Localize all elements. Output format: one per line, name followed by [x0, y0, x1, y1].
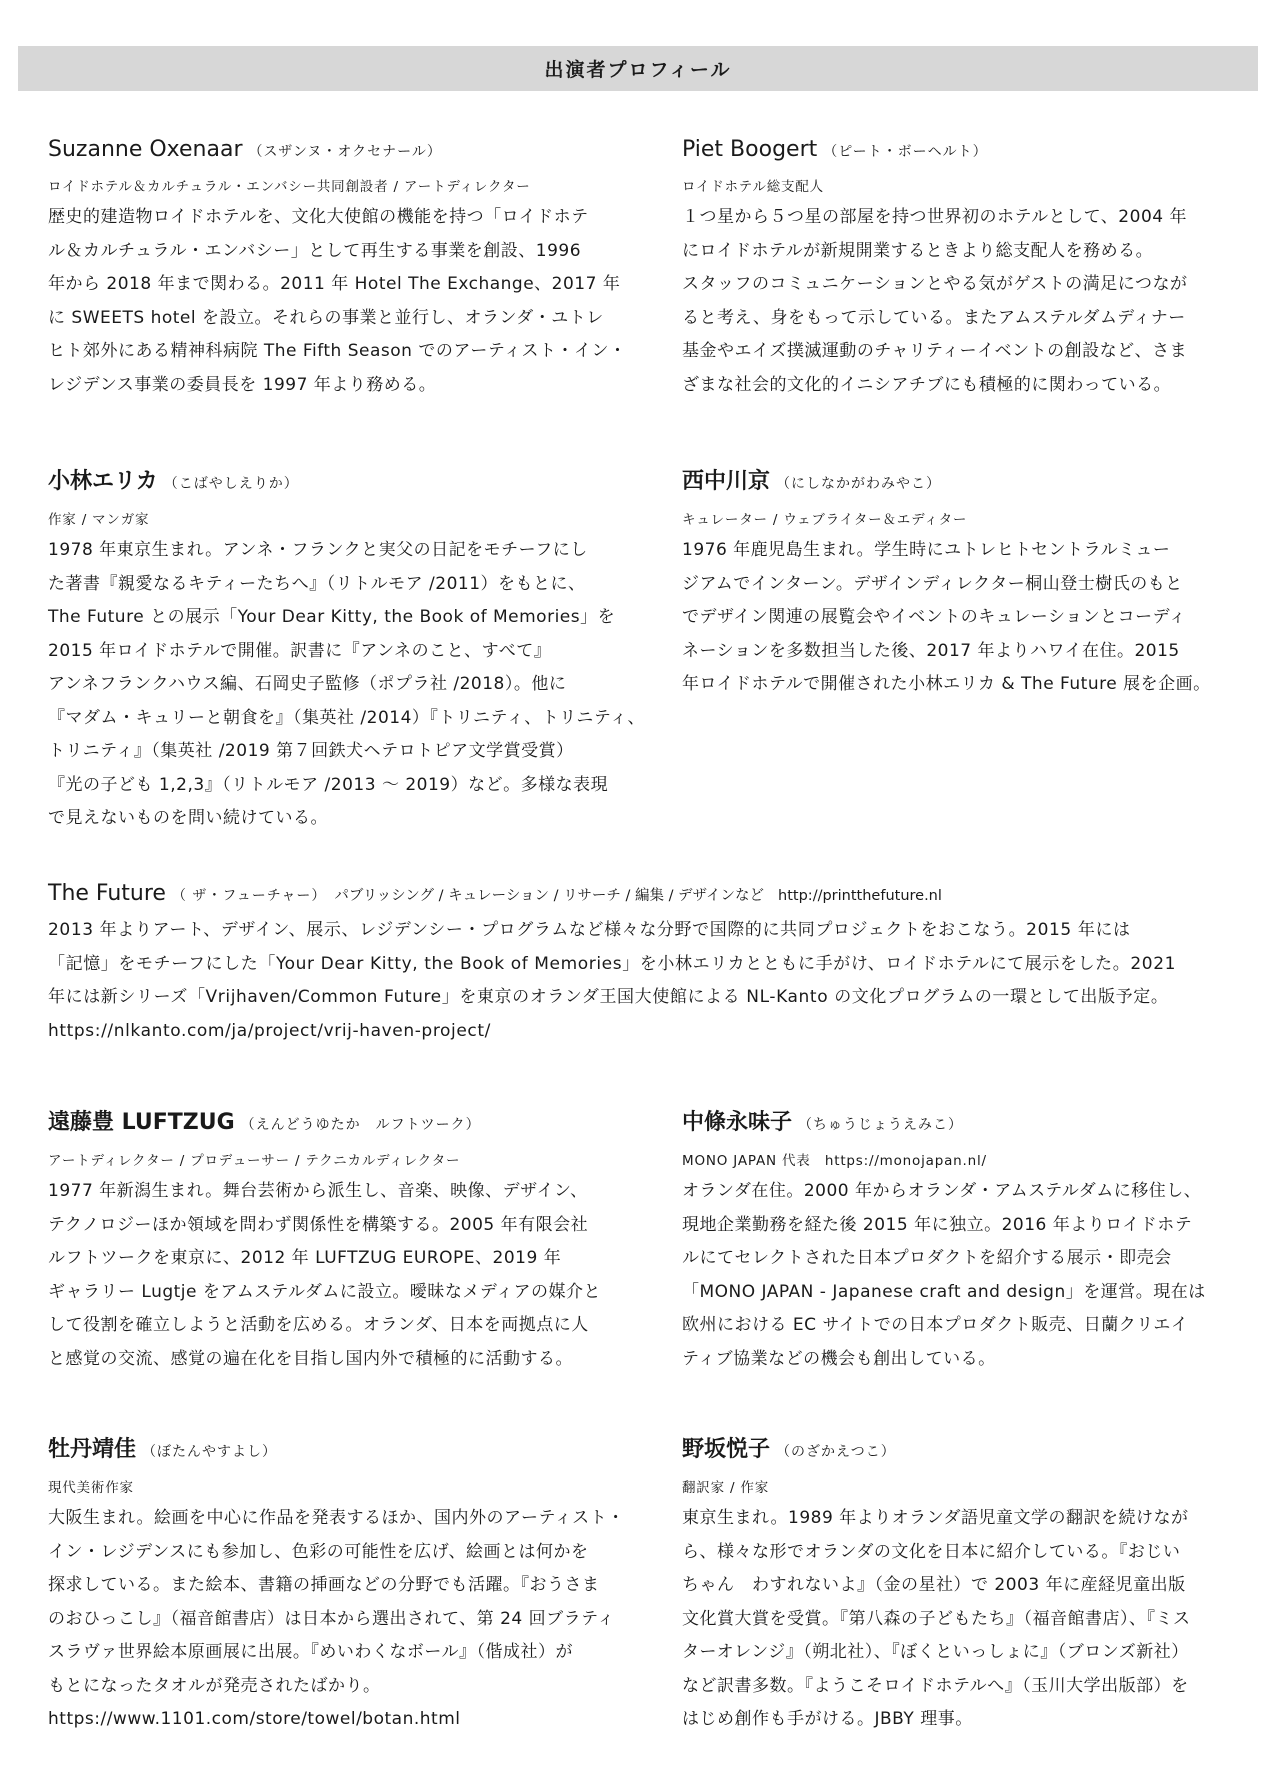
bio-line: に SWEETS hotel を設立。それらの事業と並行し、オランダ・ユトレ — [48, 307, 604, 328]
bio-line: 「記憶」をモチーフにした「Your Dear Kitty, the Book of Memories」を小林エリカとともに手がけ、ロイドホテルにて展示をした。2021 — [48, 953, 1177, 974]
bio-line: 『マダム・キュリーと朝食を』（集英社 /2014）『トリニティ、トリニティ、 — [48, 707, 645, 728]
bio-line: もとになったタオルが発売されたばかり。 — [48, 1675, 381, 1696]
bio-line: ル＆カルチュラル・エンバシー」として再生する事業を創設、1996 — [48, 240, 582, 261]
bio-line: でデザイン関連の展覧会やイベントのキュレーションとコーディ — [682, 607, 1187, 627]
profile-nozaka-etsuko — [682, 1432, 1191, 1737]
bio-line: など訳書多数。『ようこそロイドホテルへ』（玉川大学出版部）を — [682, 1675, 1189, 1696]
profile-reading: （ ザ・フューチャー） — [171, 888, 327, 904]
bio-line: アンネフランクハウス編、石岡史子監修（ポプラ社 /2018）。他に — [48, 674, 567, 694]
bio-line: 年から 2018 年まで関わる。2011 年 Hotel The Exchange、2017 年 — [48, 274, 621, 294]
profile-name: 牡丹靖佳 — [48, 1437, 137, 1462]
bio-line: ティブ協業などの機会も創出している。 — [682, 1348, 996, 1369]
bio-line: テクノロジーほか領域を問わず関係性を構築する。2005 年有限会社 — [48, 1214, 589, 1235]
bio-line: 文化賞大賞を受賞。『第八森の子どもたち』（福音館書店）、『ミス — [682, 1608, 1191, 1629]
profile-bio — [48, 1175, 601, 1376]
bio-line: た著書『親愛なるキティーたちへ』（リトルモア /2011）をもとに、 — [48, 573, 586, 594]
profile-suzanne-oxenaar — [48, 137, 626, 402]
profile-role: アートディレクター / プロデューサー / テクニカルディレクター — [48, 1153, 461, 1169]
bio-line: 2015 年ロイドホテルで開催。訳書に『アンネのこと、すべて』 — [48, 640, 552, 661]
bio-line: 1978 年東京生まれ。アンネ・フランクと実父の日記をモチーフにし — [48, 540, 588, 560]
profile-heading — [48, 1432, 625, 1463]
bio-line: トリニティ』（集英社 /2019 第７回鉄犬ヘテロトピア文学賞受賞） — [48, 741, 574, 761]
profile-name: Suzanne Oxenaar — [48, 137, 243, 162]
bio-line: で見えないものを問い続けている。 — [48, 808, 328, 828]
profile-bio — [682, 534, 1211, 702]
profile-piet-boogert — [682, 137, 1187, 402]
profile-name: Piet Boogert — [682, 137, 818, 162]
profile-role: 現代美術作家 — [48, 1480, 134, 1496]
profile-heading — [48, 464, 645, 495]
profile-name: 西中川京 — [682, 469, 771, 494]
profile-role: 作家 / マンガ家 — [48, 512, 150, 528]
profile-reading: （にしなかがわみやこ） — [776, 476, 942, 492]
bio-line: ちゃん わすれないよ』（金の星社）で 2003 年に産経児童出版 — [682, 1575, 1186, 1595]
profile-heading — [682, 1105, 1206, 1136]
bio-url-link[interactable]: https://nlkanto.com/ja/project/vrij-haven-project/ — [48, 1020, 491, 1041]
profile-role: キュレーター / ウェブライター＆エディター — [682, 512, 968, 528]
bio-url-link[interactable]: https://www.1101.com/store/towel/botan.html — [48, 1709, 461, 1729]
profile-heading — [48, 137, 626, 162]
bio-line: にロイドホテルが新規開業するときより総支配人を務める。 — [682, 240, 1154, 261]
profile-bio — [682, 1175, 1206, 1376]
bio-line: のおひっこし』（福音館書店）は日本から選出されて、第 24 回ブラティ — [48, 1608, 615, 1629]
bio-line: ざまな社会的文化的イニシアチブにも積極的に関わっている。 — [682, 374, 1172, 395]
bio-line: １つ星から５つ星の部屋を持つ世界初のホテルとして、2004 年 — [682, 207, 1187, 227]
profile-name: 中條永味子 — [682, 1110, 793, 1135]
bio-line: ヒト郊外にある精神科病院 The Fifth Season でのアーティスト・イン・ — [48, 341, 627, 361]
profile-name: 野坂悦子 — [682, 1437, 771, 1462]
bio-line: The Future との展示「Your Dear Kitty, the Book of Memories」を — [48, 607, 616, 627]
profile-bio — [48, 1502, 625, 1737]
section-header — [18, 46, 1258, 91]
profile-chujo-emiko — [682, 1105, 1206, 1376]
profile-reading: （えんどうゆたか ルフトツーク） — [240, 1117, 481, 1133]
bio-line: 大阪生まれ。絵画を中心に作品を発表するほか、国内外のアーティスト・ — [48, 1508, 625, 1528]
profile-role: MONO JAPAN 代表 https://monojapan.nl/ — [682, 1153, 987, 1169]
profile-name: The Future — [48, 881, 166, 906]
profile-role: パブリッシング / キュレーション / リサーチ / 編集 / デザインなど — [334, 888, 765, 904]
profile-botan-yasuyoshi — [48, 1432, 625, 1737]
bio-line: スラヴァ世界絵本原画展に出展。『めいわくなボール』（偕成社）が — [48, 1642, 573, 1662]
profile-heading — [48, 881, 1176, 906]
bio-line: ルフトツークを東京に、2012 年 LUFTZUG EUROPE、2019 年 — [48, 1248, 562, 1268]
profile-kobayashi-erika — [48, 464, 645, 836]
profile-role: ロイドホテル総支配人 — [682, 179, 824, 195]
profile-role: 翻訳家 / 作家 — [682, 1480, 770, 1496]
profile-bio — [48, 534, 645, 836]
bio-line: ルにてセレクトされた日本プロダクトを紹介する展示・即売会 — [682, 1248, 1172, 1268]
section-title: 出演者プロフィール — [544, 59, 732, 81]
bio-line: 1977 年新潟生まれ。舞台芸術から派生し、音楽、映像、デザイン、 — [48, 1181, 588, 1201]
bio-line: 1976 年鹿児島生まれ。学生時にユトレヒトセントラルミュー — [682, 540, 1171, 560]
bio-line: 「MONO JAPAN - Japanese craft and design」を運営。現在は — [682, 1281, 1206, 1302]
profile-role: ロイドホテル＆カルチュラル・エンバシー共同創設者 / アートディレクター — [48, 179, 531, 195]
bio-line: 年には新シリーズ「Vrijhaven/Common Future」を東京のオランダ王国大使館による NL-Kanto の文化プログラムの一環として出版予定。 — [48, 987, 1169, 1007]
bio-line: 探求している。また絵本、書籍の挿画などの分野でも活躍。『おうさま — [48, 1575, 600, 1595]
bio-line: 基金やエイズ撲滅運動のチャリティーイベントの創設など、さま — [682, 341, 1188, 361]
profile-heading — [48, 1105, 601, 1136]
profile-name: 遠藤豊 LUFTZUG — [48, 1110, 235, 1135]
profile-reading: （スザンヌ・オクセナール） — [248, 144, 442, 160]
bio-line: ターオレンジ』（朔北社）、『ぼくといっしょに』（ブロンズ新社） — [682, 1642, 1189, 1662]
profile-reading: （ちゅうじょうえみこ） — [798, 1117, 964, 1133]
bio-line: はじめ創作も手がける。JBBY 理事。 — [682, 1709, 973, 1729]
profile-bio — [682, 1502, 1191, 1737]
bio-line: 東京生まれ。1989 年よりオランダ語児童文学の翻訳を続けなが — [682, 1508, 1189, 1528]
profile-nishinakagawa-miyako — [682, 464, 1211, 702]
profile-reading: （こばやしえりか） — [163, 476, 299, 492]
bio-line: ら、様々な形でオランダの文化を日本に紹介している。『おじい — [682, 1541, 1181, 1562]
profile-reading: （ぼたんやすよし） — [142, 1444, 278, 1460]
profile-meta — [334, 888, 956, 904]
profile-bio — [682, 201, 1187, 402]
profile-endo-yutaka — [48, 1105, 601, 1376]
bio-line: と感覚の交流、感覚の遍在化を目指し国内外で積極的に活動する。 — [48, 1348, 573, 1369]
profile-url-link[interactable]: http://printthefuture.nl — [778, 888, 942, 904]
bio-line: して役割を確立しようと活動を広める。オランダ、日本を両拠点に人 — [48, 1315, 589, 1335]
bio-line: 歴史的建造物ロイドホテルを、文化大使館の機能を持つ「ロイドホテ — [48, 207, 589, 227]
profile-reading: （のざかえつこ） — [776, 1444, 896, 1460]
profile-the-future — [48, 881, 1176, 1048]
bio-line: 『光の子ども 1,2,3』（リトルモア /2013 ～ 2019）など。多様な表現 — [48, 774, 609, 795]
bio-line: 現地企業勤務を経た後 2015 年に独立。2016 年よりロイドホテ — [682, 1214, 1193, 1235]
profile-reading: （ピート・ボーヘルト） — [823, 144, 988, 160]
profile-heading — [682, 464, 1211, 495]
bio-line: 欧州における EC サイトでの日本プロダクト販売、日蘭クリエイ — [682, 1315, 1189, 1335]
profile-heading — [682, 137, 1187, 162]
bio-line: ネーションを多数担当した後、2017 年よりハワイ在住。2015 — [682, 640, 1180, 661]
bio-line: ると考え、身をもって示している。またアムステルダムディナー — [682, 307, 1186, 328]
bio-line: スタッフのコミュニケーションとやる気がゲストの満足につなが — [682, 274, 1188, 294]
bio-line: レジデンス事業の委員長を 1997 年より務める。 — [48, 374, 437, 395]
bio-line: オランダ在住。2000 年からオランダ・アムステルダムに移住し、 — [682, 1181, 1202, 1201]
bio-line: 年ロイドホテルで開催された小林エリカ & The Future 展を企画。 — [682, 674, 1211, 694]
profile-heading — [682, 1432, 1191, 1463]
bio-line: ジアムでインターン。デザインディレクター桐山登士樹氏のもと — [682, 573, 1183, 594]
bio-line: ギャラリー Lugtje をアムステルダムに設立。曖昧なメディアの媒介と — [48, 1281, 601, 1302]
bio-line: 2013 年よりアート、デザイン、展示、レジデンシー・プログラムなど様々な分野で国際的に共同プロジェクトをおこなう。2015 年には — [48, 920, 1131, 940]
profile-bio — [48, 201, 626, 402]
bio-line: イン・レジデンスにも参加し、色彩の可能性を広げ、絵画とは何かを — [48, 1541, 589, 1562]
profile-bio — [48, 914, 1176, 1048]
profile-name: 小林エリカ — [48, 469, 158, 494]
